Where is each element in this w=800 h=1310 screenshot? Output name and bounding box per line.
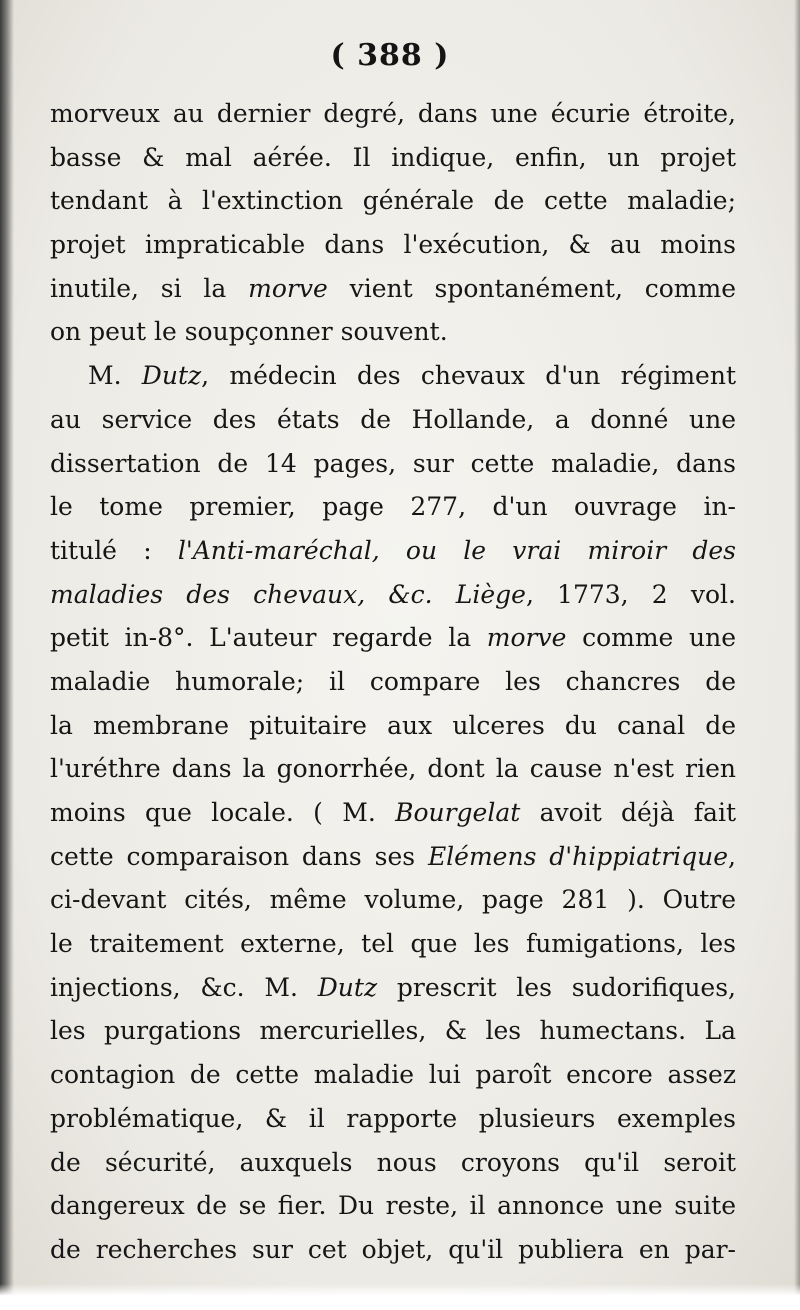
text-segment: moins que locale. ( M. [50, 798, 396, 827]
page-binding-shadow [0, 0, 14, 1310]
text-segment: l'uréthre dans la gonorrhée, dont la cause n'est rien [50, 754, 736, 784]
text-line [50, 922, 736, 966]
text-line [50, 573, 736, 617]
page-bottom-margin [0, 1284, 800, 1310]
text-segment: comme une [566, 623, 736, 653]
text-line [50, 747, 736, 791]
text-segment: la membrane pituitaire aux ulceres du canal de [50, 710, 736, 740]
text-segment: les purgations mercurielles, & les humectans. La [50, 1016, 736, 1046]
text-segment: M. [88, 361, 142, 391]
italic-text: Elémens d'hippiatrique [427, 841, 729, 871]
text-segment: vient spontanément, comme [327, 273, 736, 303]
text-segment: , [728, 841, 736, 871]
text-line [50, 1097, 736, 1141]
text-segment: cette comparaison dans ses [50, 841, 428, 871]
text-segment: de recherches sur cet objet, qu'il publiera en par- [50, 1234, 736, 1264]
text-segment: , 1773, 2 vol. [525, 579, 736, 609]
text-line [50, 660, 736, 704]
italic-text: Bourgelat [395, 798, 521, 827]
text-segment: ci-devant cités, même volume, page 281 ). Outre [50, 885, 736, 915]
text-segment: maladie humorale; il compare les chancres de [50, 666, 736, 696]
text-segment: injections, &c. M. [50, 972, 318, 1002]
text-line [50, 1141, 736, 1185]
text-line [50, 704, 736, 748]
text-line [50, 1228, 736, 1272]
text-segment: contagion de cette maladie lui paroît encore assez [50, 1060, 736, 1090]
text-segment: dissertation de 14 pages, sur cette maladie, dans [50, 448, 736, 478]
text-line [50, 1184, 736, 1228]
italic-text: morve [486, 623, 567, 653]
text-segment: inutile, si la [50, 273, 249, 303]
text-line [50, 1009, 736, 1053]
text-line [50, 529, 736, 573]
text-line [50, 136, 736, 180]
text-segment: avoit déjà fait [520, 798, 736, 827]
text-segment: projet impraticable dans l'exécution, & au moins [50, 230, 736, 260]
italic-text: l'Anti-maréchal, ou le vrai miroir des [177, 535, 736, 565]
text-segment: on peut le soupçonner souvent. [50, 317, 448, 347]
text-line [50, 267, 736, 311]
text-line [50, 966, 736, 1010]
text-line [50, 442, 736, 486]
text-segment: titulé : [50, 535, 178, 565]
text-segment: , médecin des chevaux d'un régiment [201, 361, 736, 391]
text-line [50, 354, 736, 398]
text-line [50, 616, 736, 660]
text-line [50, 1053, 736, 1097]
text-segment: de sécurité, auxquels nous croyons qu'il seroit [50, 1147, 736, 1177]
text-segment: petit in-8°. L'auteur regarde la [50, 623, 487, 653]
body-text [50, 92, 736, 1272]
text-segment: au service des états de Hollande, a donné une [50, 404, 736, 434]
text-segment: problématique, & il rapporte plusieurs exemples [50, 1103, 736, 1133]
italic-text: Dutz [317, 972, 378, 1002]
text-segment: dangereux de se fier. Du reste, il annonce une suite [50, 1191, 736, 1221]
page-number: ( 388 ) [330, 38, 450, 73]
text-line [50, 791, 736, 835]
text-line [50, 398, 736, 442]
text-segment: prescrit les sudorifiques, [377, 972, 736, 1002]
text-line [50, 179, 736, 223]
text-segment: tendant à l'extinction générale de cette maladie; [50, 186, 736, 216]
text-line [50, 92, 736, 136]
text-line [50, 310, 736, 354]
italic-text: morve [248, 273, 328, 303]
italic-text: Dutz [141, 361, 202, 391]
text-segment: le tome premier, page 277, d'un ouvrage in- [50, 492, 736, 522]
text-line [50, 835, 736, 879]
text-segment: morveux au dernier degré, dans une écurie étroite, [50, 99, 736, 128]
text-line [50, 878, 736, 922]
text-line [50, 485, 736, 529]
page-edge-shadow [794, 0, 800, 1310]
text-line [50, 223, 736, 267]
italic-text: maladies des chevaux, &c. Liège [50, 579, 526, 609]
text-segment: basse & mal aérée. Il indique, enfin, un projet [50, 142, 736, 172]
text-segment: le traitement externe, tel que les fumigations, les [50, 929, 736, 959]
